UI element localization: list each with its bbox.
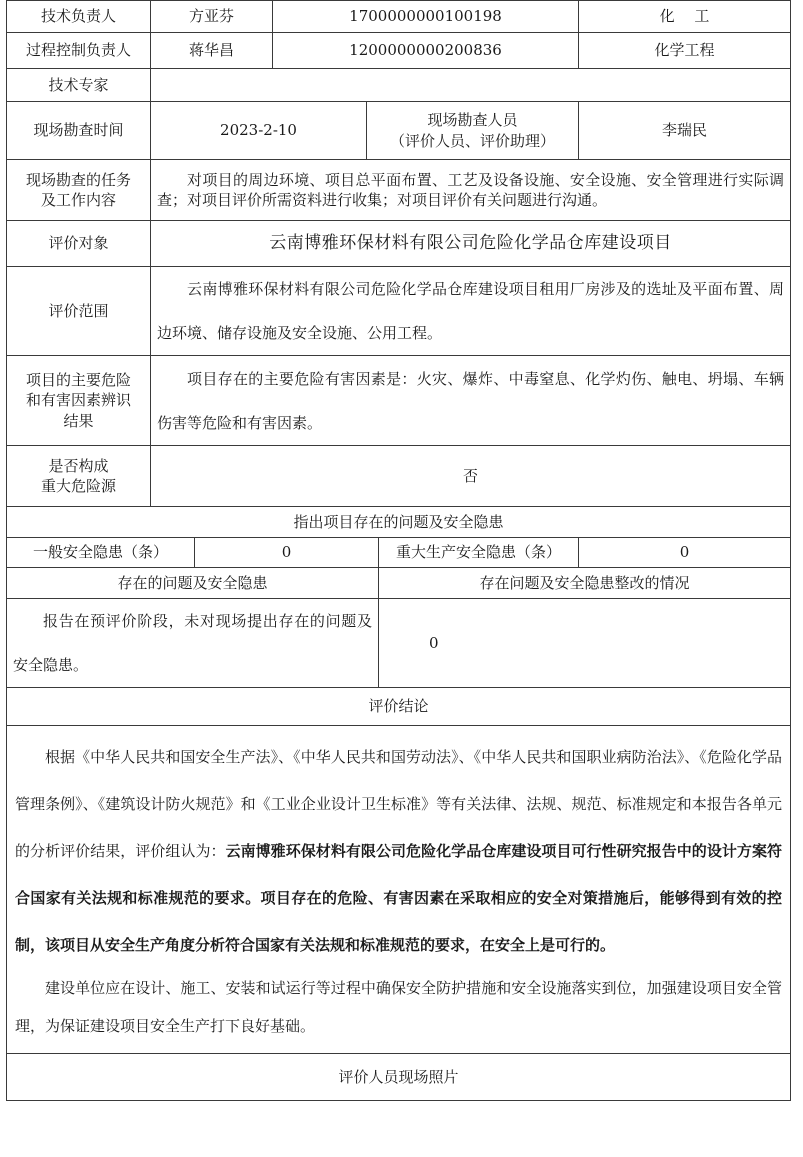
hazards-content: 项目存在的主要危险有害因素是：火灾、爆炸、中毒窒息、化学灼伤、触电、坍塌、车辆伤害等危险和有害因素。 [151,356,791,446]
major-hazard-label-line1: 是否构成 [48,456,109,475]
issues-header-row [7,568,791,599]
task-row [7,160,791,221]
major-hazard-count-label: 重大生产安全隐患（条） [379,538,579,568]
tech-expert-row [7,69,791,102]
conclusion-body-row [7,726,791,1054]
evaluation-form [6,0,790,1101]
major-hazard-count-value: 0 [579,538,791,568]
survey-staff-value: 李瑞民 [579,102,791,160]
task-label [7,160,151,221]
scope-label: 评价范围 [7,267,151,356]
conclusion-text-normal: 根据《中华人民共和国安全生产法》、《中华人民共和国劳动法》、《中华人民共和国职业病防治法》、《危险化学品管理条例》、《建筑设计防火规范》和《工业企业设计卫生标准》等有关法律、法规、规范、标准规定和本报告各单元的分析评价结果，评价组认为： [15,748,783,860]
photos-title-row [7,1054,791,1101]
issues-col2-content: 0 [379,599,791,688]
hazards-label-line3: 结果 [63,411,94,430]
specialty-cell: 化学工程 [579,33,791,69]
counts-row [7,538,791,568]
scope-row [7,267,791,356]
issues-col2-header: 存在问题及安全隐患整改的情况 [379,568,791,599]
survey-staff-label [367,102,579,160]
survey-staff-label-line1: 现场勘查人员 [427,111,518,130]
photos-title: 评价人员现场照片 [7,1054,791,1101]
major-hazard-label-line2: 重大危险源 [40,477,116,495]
object-row [7,221,791,267]
survey-time-label: 现场勘查时间 [7,102,151,160]
cert-cell: 1200000000200836 [273,33,579,69]
name-cell: 蒋华昌 [151,33,273,69]
hazards-label-line1: 项目的主要危险 [25,371,131,390]
task-content: 对项目的周边环境、项目总平面布置、工艺及设备设施、安全设施、安全管理进行实际调查；对项目评价所需资料进行收集；对项目评价有关问题进行沟通。 [151,160,791,221]
survey-staff-label-line2: （评价人员、评价助理） [390,131,556,150]
issues-col1-content: 报告在预评价阶段，未对现场提出存在的问题及安全隐患。 [7,599,379,688]
role-cell: 技术负责人 [7,1,151,33]
staff-row-tech [7,1,791,33]
task-label-line1: 现场勘查的任务 [25,170,131,189]
hazards-label [7,356,151,446]
issues-title: 指出项目存在的问题及安全隐患 [7,507,791,538]
scope-content: 云南博雅环保材料有限公司危险化学品仓库建设项目租用厂房涉及的选址及平面布置、周边环境、储存设施及安全设施、公用工程。 [151,267,791,356]
conclusion-text-bold: 云南博雅环保材料有限公司危险化学品仓库建设项目可行性研究报告中的设计方案符合国家有关法规和标准规范的要求。项目存在的危险、有害因素在采取相应的安全对策措施后，能够得到有效的控制，该项目从安全生产角度分析符合国家有关法规和标准规范的要求，在安全上是可行的。 [15,842,783,954]
name-cell: 方亚芬 [151,1,273,33]
general-hazard-value: 0 [195,538,379,568]
issues-content-row [7,599,791,688]
tech-expert-label: 技术专家 [7,69,151,102]
object-value: 云南博雅环保材料有限公司危险化学品仓库建设项目 [151,221,791,267]
major-hazard-row [7,446,791,507]
task-label-line2: 及工作内容 [40,191,116,209]
issues-title-row [7,507,791,538]
tech-expert-value [151,69,791,102]
major-hazard-value: 否 [151,446,791,507]
role-cell: 过程控制负责人 [7,33,151,69]
conclusion-paragraph-2: 建设单位应在设计、施工、安装和试运行等过程中确保安全防护措施和安全设施落实到位，加强建设项目安全管理，为保证建设项目安全生产打下良好基础。 [15,979,783,1035]
general-hazard-label: 一般安全隐患（条） [7,538,195,568]
object-label: 评价对象 [7,221,151,267]
evaluation-table [6,0,791,1101]
conclusion-title-row [7,688,791,726]
issues-col1-header: 存在的问题及安全隐患 [7,568,379,599]
conclusion-body [7,726,791,1054]
major-hazard-label [7,446,151,507]
conclusion-paragraph-1 [15,734,782,969]
cert-cell: 1700000000100198 [273,1,579,33]
staff-row-process [7,33,791,69]
conclusion-title: 评价结论 [7,688,791,726]
survey-time-value: 2023-2-10 [151,102,367,160]
specialty-cell: 化 工 [579,1,791,33]
hazards-row [7,356,791,446]
hazards-label-line2: 和有害因素辨识 [25,391,131,410]
survey-row [7,102,791,160]
